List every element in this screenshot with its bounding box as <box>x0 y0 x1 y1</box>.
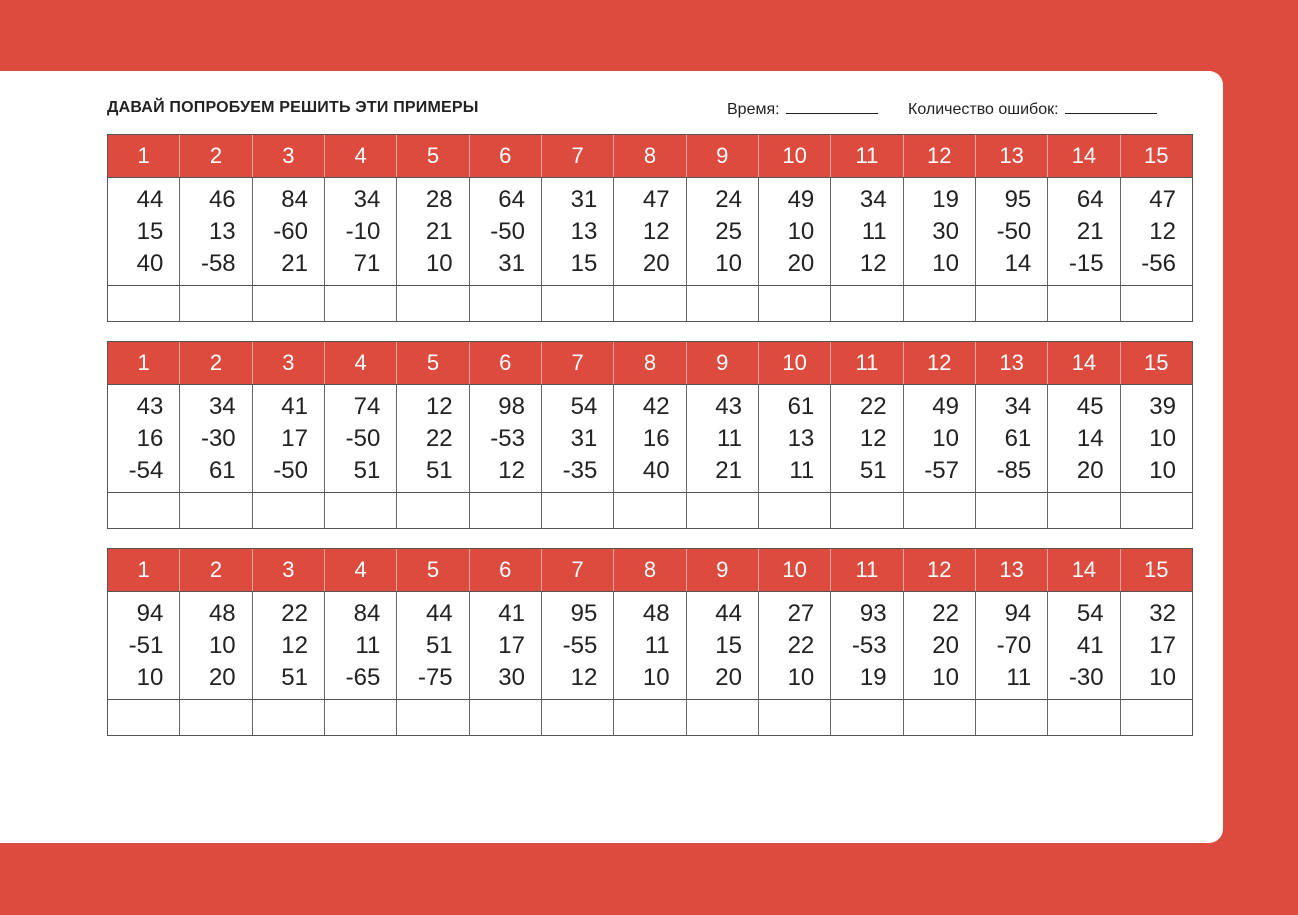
problem-number: 16 <box>642 424 670 452</box>
problem-number: 21 <box>1076 217 1104 245</box>
problem-cell <box>1048 592 1120 699</box>
problem-number: 34 <box>859 185 887 213</box>
column-number: 2 <box>180 549 252 591</box>
answer-cell[interactable] <box>976 700 1048 735</box>
answer-cell[interactable] <box>1121 700 1192 735</box>
problem-number: 22 <box>859 392 887 420</box>
column-number: 4 <box>325 135 397 177</box>
problem-number: 21 <box>425 217 453 245</box>
problem-number: -30 <box>1068 663 1104 691</box>
answer-cell[interactable] <box>1121 286 1192 321</box>
problem-number: -50 <box>345 424 381 452</box>
answer-cell[interactable] <box>470 493 542 528</box>
worksheet <box>0 71 1223 843</box>
answer-cell[interactable] <box>180 286 252 321</box>
answer-cell[interactable] <box>687 286 759 321</box>
problem-cell <box>325 178 397 285</box>
problem-number: 20 <box>642 249 670 277</box>
problem-cell <box>108 385 180 492</box>
column-number: 14 <box>1048 549 1120 591</box>
problem-number: 42 <box>642 392 670 420</box>
problem-number: -85 <box>996 456 1032 484</box>
problem-number: 17 <box>281 424 308 452</box>
column-number: 12 <box>904 135 976 177</box>
answer-cell[interactable] <box>397 493 469 528</box>
problem-number: 10 <box>932 424 959 452</box>
column-number: 10 <box>759 342 831 384</box>
answer-cell[interactable] <box>904 286 976 321</box>
problem-cell <box>253 385 325 492</box>
problem-cell <box>108 178 180 285</box>
answer-cell[interactable] <box>470 700 542 735</box>
problem-cell <box>759 178 831 285</box>
column-number: 3 <box>253 549 325 591</box>
column-number: 2 <box>180 135 252 177</box>
answer-cell[interactable] <box>397 286 469 321</box>
problem-number: 71 <box>353 249 381 277</box>
problem-cell <box>687 385 759 492</box>
column-number: 15 <box>1144 143 1169 168</box>
column-number: 9 <box>687 342 759 384</box>
problem-cell <box>1048 385 1120 492</box>
errors-input-line[interactable] <box>1065 99 1157 114</box>
problem-number: 20 <box>932 631 959 659</box>
column-number: 11 <box>831 549 903 591</box>
problem-number: 54 <box>570 392 598 420</box>
problem-number: 19 <box>932 185 959 213</box>
problem-number: 40 <box>136 249 164 277</box>
problem-number: 48 <box>208 599 236 627</box>
problem-number: 74 <box>353 392 381 420</box>
problem-number: 61 <box>787 392 815 420</box>
problem-number: 32 <box>1149 599 1176 627</box>
problem-number: 44 <box>425 599 453 627</box>
column-number: 13 <box>976 549 1048 591</box>
problem-number: 41 <box>498 599 525 627</box>
problem-number: -30 <box>200 424 236 452</box>
answer-cell[interactable] <box>1048 493 1120 528</box>
problem-number: 98 <box>498 392 525 420</box>
problem-number: 61 <box>208 456 236 484</box>
problem-number: -35 <box>562 456 598 484</box>
problem-number: 12 <box>498 456 525 484</box>
problem-number: 24 <box>715 185 742 213</box>
problem-number: -57 <box>924 456 959 484</box>
problem-number: 12 <box>859 249 887 277</box>
problem-number: -65 <box>345 663 381 691</box>
column-number: 10 <box>759 549 831 591</box>
problem-number: 84 <box>281 185 308 213</box>
column-number: 5 <box>397 549 469 591</box>
column-number: 14 <box>1048 342 1120 384</box>
answer-cell[interactable] <box>614 493 686 528</box>
problem-number: 51 <box>425 631 453 659</box>
problem-number: 21 <box>281 249 308 277</box>
problem-number: 22 <box>281 599 308 627</box>
problem-number: 25 <box>715 217 742 245</box>
answer-cell[interactable] <box>831 286 903 321</box>
problem-number: -10 <box>345 217 381 245</box>
answer-cell[interactable] <box>470 286 542 321</box>
problem-number: 15 <box>715 631 742 659</box>
problem-row <box>108 591 1192 700</box>
problem-number: 93 <box>859 599 887 627</box>
problem-number: -70 <box>996 631 1032 659</box>
problem-number: 51 <box>859 456 887 484</box>
column-number: 6 <box>470 549 542 591</box>
problem-cell <box>325 385 397 492</box>
problem-number: 30 <box>932 217 959 245</box>
column-number: 6 <box>470 342 542 384</box>
problem-table-1 <box>107 134 1193 322</box>
problem-number: 13 <box>787 424 815 452</box>
problem-number: 40 <box>642 456 670 484</box>
problem-number: 64 <box>498 185 525 213</box>
column-number: 7 <box>542 342 614 384</box>
problem-cell <box>180 385 252 492</box>
answer-cell[interactable] <box>687 493 759 528</box>
problem-cell <box>904 385 976 492</box>
answer-cell[interactable] <box>1048 286 1120 321</box>
problem-number: 11 <box>1006 663 1032 691</box>
problem-cell <box>108 592 180 699</box>
problem-number: 13 <box>570 217 598 245</box>
problem-cell <box>470 592 542 699</box>
problem-number: 10 <box>787 663 815 691</box>
problem-cell <box>1121 178 1192 285</box>
answer-cell[interactable] <box>325 286 397 321</box>
problem-number: 10 <box>208 631 236 659</box>
answer-cell[interactable] <box>542 286 614 321</box>
problem-number: 94 <box>1004 599 1032 627</box>
answer-cell[interactable] <box>180 700 252 735</box>
answer-cell[interactable] <box>325 700 397 735</box>
problem-number: 49 <box>787 185 815 213</box>
answer-cell[interactable] <box>831 700 903 735</box>
problem-cell <box>976 592 1048 699</box>
problem-number: 10 <box>642 663 670 691</box>
column-number: 8 <box>614 549 686 591</box>
problem-number: -58 <box>200 249 236 277</box>
problem-number: 51 <box>425 456 453 484</box>
answer-cell[interactable] <box>759 286 831 321</box>
problem-number: 10 <box>425 249 453 277</box>
answer-cell[interactable] <box>108 493 180 528</box>
problem-number: 51 <box>281 663 308 691</box>
column-number: 10 <box>759 135 831 177</box>
column-number: 9 <box>687 135 759 177</box>
answer-cell[interactable] <box>253 286 325 321</box>
column-number: 12 <box>904 342 976 384</box>
problem-number: 64 <box>1076 185 1104 213</box>
problem-cell <box>831 385 903 492</box>
problem-cell <box>325 592 397 699</box>
problem-number: 17 <box>1149 631 1176 659</box>
problem-cell <box>759 592 831 699</box>
problem-cell <box>904 592 976 699</box>
problem-number: 14 <box>1004 249 1032 277</box>
problem-number: 11 <box>789 456 815 484</box>
problem-number: 31 <box>570 424 598 452</box>
problem-cell <box>470 178 542 285</box>
column-number: 8 <box>614 135 686 177</box>
time-field <box>727 99 878 119</box>
column-number: 11 <box>831 135 903 177</box>
time-label: Время: <box>727 101 780 118</box>
problem-number: 34 <box>208 392 236 420</box>
problem-number: 12 <box>642 217 670 245</box>
problem-number: -51 <box>128 631 164 659</box>
answer-cell[interactable] <box>759 493 831 528</box>
problem-number: 43 <box>715 392 742 420</box>
problem-number: -50 <box>273 456 308 484</box>
problem-cell <box>759 385 831 492</box>
column-header-row <box>108 549 1192 591</box>
problem-number: -75 <box>417 663 453 691</box>
problem-number: 20 <box>715 663 742 691</box>
page-title: ДАВАЙ ПОПРОБУЕМ РЕШИТЬ ЭТИ ПРИМЕРЫ <box>107 99 479 116</box>
answer-cell[interactable] <box>904 700 976 735</box>
problem-cell <box>542 385 614 492</box>
problem-number: -56 <box>1141 249 1176 277</box>
problem-table-3 <box>107 548 1193 736</box>
problem-cell <box>542 592 614 699</box>
problem-number: 46 <box>208 185 236 213</box>
problem-number: 10 <box>932 663 959 691</box>
problem-cell <box>831 178 903 285</box>
problem-number: 95 <box>1004 185 1032 213</box>
problem-number: -60 <box>273 217 308 245</box>
problem-number: 43 <box>136 392 164 420</box>
problem-number: 22 <box>787 631 815 659</box>
problem-number: -53 <box>851 631 887 659</box>
problem-cell <box>904 178 976 285</box>
column-number: 1 <box>108 135 180 177</box>
problem-cell <box>397 385 469 492</box>
column-number: 8 <box>614 342 686 384</box>
column-number: 5 <box>397 342 469 384</box>
problem-number: -50 <box>490 217 525 245</box>
problem-number: 14 <box>1076 424 1104 452</box>
column-number: 12 <box>904 549 976 591</box>
answer-row <box>108 700 1192 735</box>
column-number: 7 <box>542 135 614 177</box>
answer-cell[interactable] <box>904 493 976 528</box>
column-number: 14 <box>1048 135 1120 177</box>
column-number: 13 <box>976 342 1048 384</box>
problem-number: -55 <box>562 631 598 659</box>
problem-number: 27 <box>787 599 815 627</box>
problem-cell <box>687 592 759 699</box>
problem-number: 49 <box>932 392 959 420</box>
problem-number: 20 <box>787 249 815 277</box>
problem-number: 30 <box>498 663 525 691</box>
problem-number: 15 <box>570 249 598 277</box>
problem-row <box>108 177 1192 286</box>
problem-number: -53 <box>490 424 525 452</box>
column-number: 15 <box>1144 350 1169 375</box>
problem-number: 95 <box>570 599 598 627</box>
answer-cell[interactable] <box>108 700 180 735</box>
answer-cell[interactable] <box>976 493 1048 528</box>
problem-number: 12 <box>281 631 308 659</box>
problem-cell <box>976 178 1048 285</box>
problem-number: 10 <box>1149 663 1176 691</box>
problem-table-2 <box>107 341 1193 529</box>
problem-number: -50 <box>996 217 1032 245</box>
answer-cell[interactable] <box>253 493 325 528</box>
problem-number: 54 <box>1076 599 1104 627</box>
column-number: 15 <box>1144 557 1169 582</box>
problem-cell <box>180 592 252 699</box>
problem-number: 11 <box>644 631 670 659</box>
problem-number: 28 <box>425 185 453 213</box>
problem-number: 10 <box>787 217 815 245</box>
problem-number: 22 <box>932 599 959 627</box>
column-number: 6 <box>470 135 542 177</box>
answer-cell[interactable] <box>542 493 614 528</box>
problem-number: 12 <box>425 392 453 420</box>
worksheet-header <box>107 95 1193 123</box>
column-number: 1 <box>108 342 180 384</box>
problem-number: 44 <box>136 185 164 213</box>
problem-number: 94 <box>136 599 164 627</box>
problem-cell <box>614 178 686 285</box>
problem-number: 31 <box>570 185 598 213</box>
problem-cell <box>180 178 252 285</box>
problem-number: 47 <box>1149 185 1176 213</box>
problem-number: 10 <box>715 249 742 277</box>
problem-cell <box>253 592 325 699</box>
time-input-line[interactable] <box>786 99 878 114</box>
problem-number: 15 <box>136 217 164 245</box>
problem-cell <box>253 178 325 285</box>
problem-number: 48 <box>642 599 670 627</box>
problem-number: 31 <box>498 249 525 277</box>
problem-number: 84 <box>353 599 381 627</box>
problem-number: 39 <box>1149 392 1176 420</box>
answer-cell[interactable] <box>180 493 252 528</box>
answer-cell[interactable] <box>542 700 614 735</box>
column-number: 3 <box>253 135 325 177</box>
answer-cell[interactable] <box>831 493 903 528</box>
problem-number: 12 <box>1149 217 1176 245</box>
problem-row <box>108 384 1192 493</box>
problem-number: 61 <box>1004 424 1032 452</box>
problem-cell <box>397 592 469 699</box>
column-header-row <box>108 135 1192 177</box>
problem-number: 41 <box>1076 631 1104 659</box>
problem-number: 12 <box>570 663 598 691</box>
problem-cell <box>614 385 686 492</box>
problem-number: 44 <box>715 599 742 627</box>
problem-number: 16 <box>136 424 164 452</box>
answer-cell[interactable] <box>976 286 1048 321</box>
errors-label: Количество ошибок: <box>908 101 1059 118</box>
column-number: 4 <box>325 549 397 591</box>
problem-number: 10 <box>1149 456 1176 484</box>
problem-cell <box>687 178 759 285</box>
column-number: 9 <box>687 549 759 591</box>
answer-row <box>108 493 1192 528</box>
answer-cell[interactable] <box>325 493 397 528</box>
problem-cell <box>1048 178 1120 285</box>
problem-number: 13 <box>208 217 236 245</box>
errors-field <box>908 99 1157 119</box>
column-number: 7 <box>542 549 614 591</box>
problem-number: 11 <box>717 424 742 452</box>
problem-number: -54 <box>128 456 164 484</box>
problem-number: 45 <box>1076 392 1104 420</box>
answer-cell[interactable] <box>614 286 686 321</box>
problem-cell <box>397 178 469 285</box>
problem-number: 17 <box>498 631 525 659</box>
problem-number: -15 <box>1068 249 1104 277</box>
problem-cell <box>1121 592 1192 699</box>
answer-cell[interactable] <box>1048 700 1120 735</box>
answer-cell[interactable] <box>1121 493 1192 528</box>
problem-number: 21 <box>715 456 742 484</box>
answer-cell[interactable] <box>253 700 325 735</box>
answer-cell[interactable] <box>687 700 759 735</box>
problem-number: 10 <box>932 249 959 277</box>
problem-number: 11 <box>861 217 887 245</box>
problem-number: 51 <box>353 456 381 484</box>
problem-number: 19 <box>859 663 887 691</box>
problem-cell <box>1121 385 1192 492</box>
problem-number: 12 <box>859 424 887 452</box>
problem-cell <box>614 592 686 699</box>
problem-cell <box>542 178 614 285</box>
column-header-row <box>108 342 1192 384</box>
problem-number: 20 <box>1076 456 1104 484</box>
problem-number: 41 <box>281 392 308 420</box>
problem-number: 10 <box>1149 424 1176 452</box>
column-number: 3 <box>253 342 325 384</box>
column-number: 11 <box>831 342 903 384</box>
answer-cell[interactable] <box>759 700 831 735</box>
problem-number: 34 <box>353 185 381 213</box>
problem-cell <box>831 592 903 699</box>
answer-cell[interactable] <box>108 286 180 321</box>
answer-cell[interactable] <box>397 700 469 735</box>
problem-number: 20 <box>208 663 236 691</box>
column-number: 5 <box>397 135 469 177</box>
problem-number: 47 <box>642 185 670 213</box>
problem-number: 34 <box>1004 392 1032 420</box>
answer-cell[interactable] <box>614 700 686 735</box>
problem-cell <box>976 385 1048 492</box>
problem-number: 22 <box>425 424 453 452</box>
column-number: 4 <box>325 342 397 384</box>
problem-cell <box>470 385 542 492</box>
column-number: 1 <box>108 549 180 591</box>
problem-number: 10 <box>136 663 164 691</box>
column-number: 13 <box>976 135 1048 177</box>
problem-number: 11 <box>355 631 381 659</box>
answer-row <box>108 286 1192 321</box>
column-number: 2 <box>180 342 252 384</box>
